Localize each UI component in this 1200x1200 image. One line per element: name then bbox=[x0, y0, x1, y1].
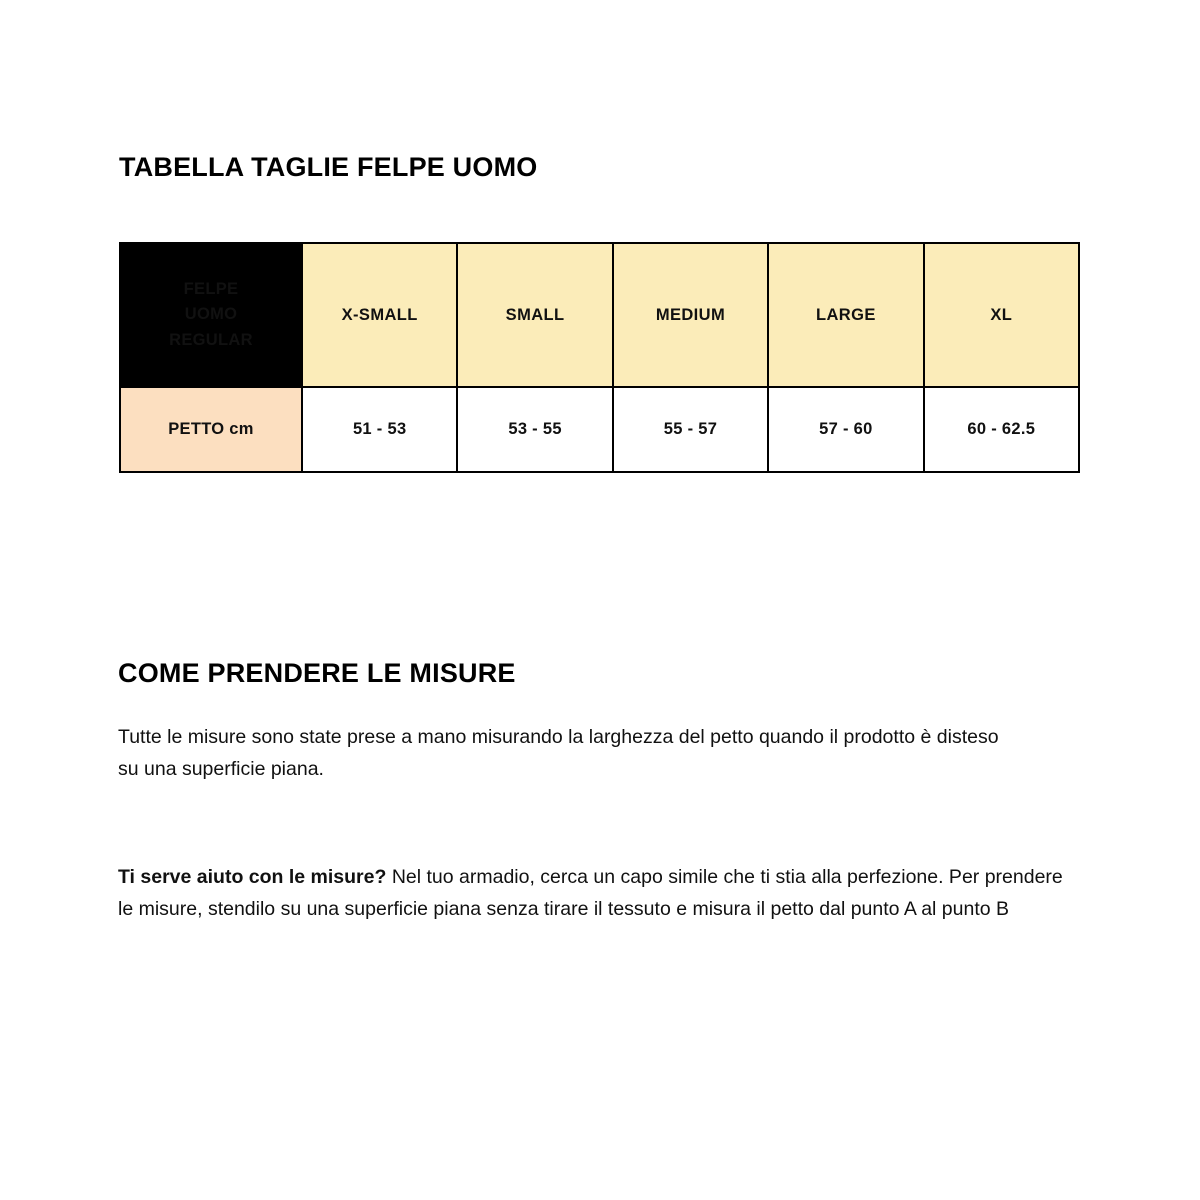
corner-line-2: UOMO bbox=[184, 305, 238, 324]
table-header-row bbox=[120, 243, 1079, 387]
cell-petto-xsmall: 51 - 53 bbox=[302, 387, 457, 472]
cell-petto-small: 53 - 55 bbox=[457, 387, 612, 472]
cell-petto-large: 57 - 60 bbox=[768, 387, 923, 472]
size-chart-table bbox=[119, 242, 1080, 473]
measures-paragraph-2-lead: Ti serve aiuto con le misure? bbox=[118, 866, 387, 888]
page-title: TABELLA TAGLIE FELPE UOMO bbox=[119, 152, 538, 182]
measures-paragraph-2 bbox=[118, 862, 1068, 925]
column-header-medium: MEDIUM bbox=[613, 243, 768, 387]
column-header-small: SMALL bbox=[457, 243, 612, 387]
cell-petto-xl: 60 - 62.5 bbox=[924, 387, 1079, 472]
table-row bbox=[120, 387, 1079, 472]
measures-paragraph-1: Tutte le misure sono state prese a mano misurando la larghezza del petto quando il prodotto è disteso su una superficie piana. bbox=[118, 726, 999, 780]
table-corner-label bbox=[120, 243, 302, 387]
section-heading-measures: COME PRENDERE LE MISURE bbox=[118, 658, 516, 688]
column-header-large: LARGE bbox=[768, 243, 923, 387]
measures-paragraph-2-body: Nel tuo armadio, cerca un capo simile che ti stia alla perfezione. Per prendere le misure, stendilo su una superficie piana senza tirare il tessuto e misura il petto dal punto A al punto B bbox=[118, 866, 1063, 920]
column-header-xl: XL bbox=[924, 243, 1079, 387]
column-header-xsmall: X-SMALL bbox=[302, 243, 457, 387]
row-label-petto: PETTO cm bbox=[120, 387, 302, 472]
cell-petto-medium: 55 - 57 bbox=[613, 387, 768, 472]
corner-line-3: REGULAR bbox=[169, 330, 253, 349]
corner-line-1: FELPE bbox=[183, 279, 239, 298]
